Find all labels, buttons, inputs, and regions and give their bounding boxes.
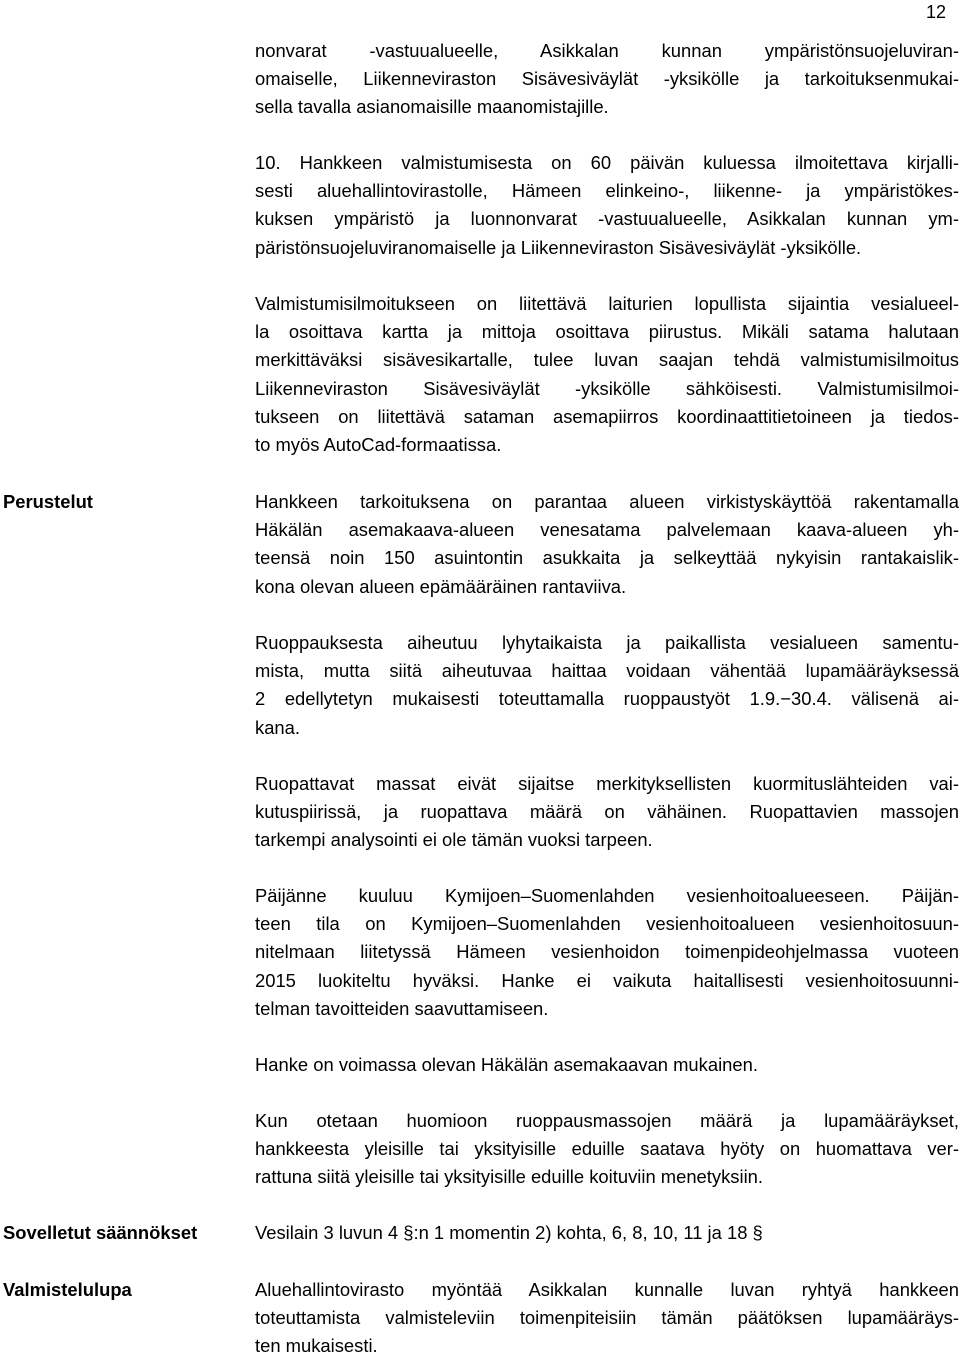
paragraph-project-purpose [255, 488, 959, 601]
text-line: tarkempi analysointi ei ole tämän vuoksi tarpeen. [255, 829, 653, 851]
text-line: rattuna siitä yleisille tai yksityisille eduille koituviin menetyksiin. [255, 1166, 763, 1188]
text-line: Valmistumisilmoitukseen on liitettävä laiturien lopullista sijaintia vesialueel- [255, 293, 959, 314]
paragraph-completion-attachments [255, 290, 959, 459]
text-line: kuksen ympäristö ja luonnonvarat -vastuualueelle, Asikkalan kunnan ym- [255, 208, 959, 230]
heading-perustelut: Perustelut [3, 491, 93, 512]
text-line: la osoittava kartta ja mittoja osoittava piirustus. Mikäli satama halutaan [255, 321, 959, 343]
text-line: kutuspiirissä, ja ruopattava määrä on vähäinen. Ruopattavien massojen [255, 801, 959, 823]
text-line: sesti aluehallintovirastolle, Hämeen elinkeino-, liikenne- ja ympäristökes- [255, 180, 959, 202]
paragraph-preparation-permit [255, 1276, 959, 1361]
text-line: telman tavoitteiden saavuttamiseen. [255, 997, 549, 1019]
paragraph-dredging-turbidity [255, 629, 959, 742]
text-line: 2 edellytetyn mukaisesti toteuttamalla ruoppaustyöt 1.9.−30.4. välisenä ai- [255, 688, 959, 710]
text-line: hankkeesta yleisille tai yksityisille eduille saatava hyöty on huomattava ver- [255, 1138, 959, 1160]
text-line: Aluehallintovirasto myöntää Asikkalan kunnalle luvan ryhtyä hankkeen [255, 1279, 959, 1300]
text-line: mista, mutta siitä aiheutuvaa haittaa voidaan vähentää lupamääräyksessä [255, 660, 959, 682]
page-number: 12 [925, 2, 946, 22]
text-line: kana. [255, 716, 300, 738]
paragraph-water-management [255, 882, 959, 1023]
text-line: sella tavalla asianomaisille maanomistajille. [255, 96, 609, 118]
text-line: nitelmaan liitetyssä Hämeen vesienhoidon toimenpideohjelmassa vuoteen [255, 941, 959, 963]
paragraph-notification-recipients [255, 37, 959, 122]
text-line: Hanke on voimassa olevan Häkälän asemakaavan mukainen. [255, 1054, 758, 1075]
text-line: Päijänne kuuluu Kymijoen–Suomenlahden vesienhoitoalueeseen. Päijän- [255, 885, 959, 906]
paragraph-applied-provisions [255, 1219, 959, 1247]
text-line: 10. Hankkeen valmistumisesta on 60 päivän kuluessa ilmoitettava kirjalli- [255, 152, 959, 173]
text-line: päristönsuojeluviranomaiselle ja Liikenneviraston Sisävesiväylät -yksikölle. [255, 236, 862, 258]
text-line: toteuttamista valmisteleviin toimenpiteisiin tämän päätöksen lupamääräys- [255, 1307, 959, 1329]
text-line: Vesilain 3 luvun 4 §:n 1 momentin 2) kohta, 6, 8, 10, 11 ja 18 § [255, 1222, 763, 1243]
text-line: teen tila on Kymijoen–Suomenlahden vesienhoitoalueen vesienhoitosuun- [255, 913, 959, 935]
text-line: Ruopattavat massat eivät sijaitse merkityksellisten kuormituslähteiden vai- [255, 773, 959, 794]
paragraph-completion-notice [255, 149, 959, 262]
paragraph-benefit-assessment [255, 1107, 959, 1192]
text-line: merkittäväksi sisävesikartalle, tulee luvan saajan tehdä valmistumisilmoitus [255, 349, 959, 371]
paragraph-zoning [255, 1051, 959, 1079]
heading-sovelletut-saannokset: Sovelletut säännökset [3, 1222, 198, 1243]
text-line: ten mukaisesti. [255, 1335, 378, 1357]
text-line: to myös AutoCad-formaatissa. [255, 434, 502, 456]
text-line: kona olevan alueen epämääräinen rantaviiva. [255, 575, 627, 597]
text-line: Hankkeen tarkoituksena on parantaa alueen virkistyskäyttöä rakentamalla [255, 491, 959, 512]
text-line: tukseen on liitettävä sataman asemapiirros koordinaattitietoineen ja tiedos- [255, 405, 959, 427]
text-line: Liikenneviraston Sisävesiväylät -yksikölle sähköisesti. Valmistumisilmoi- [255, 377, 959, 399]
text-line: Kun otetaan huomioon ruoppausmassojen määrä ja lupamääräykset, [255, 1110, 959, 1131]
text-line: 2015 luokiteltu hyväksi. Hanke ei vaikuta haitallisesti vesienhoitosuunni- [255, 969, 959, 991]
text-line: nonvarat -vastuualueelle, Asikkalan kunnan ympäristönsuojeluviran- [255, 40, 959, 61]
text-line: Ruoppauksesta aiheutuu lyhytaikaista ja paikallista vesialueen samentu- [255, 632, 959, 653]
heading-valmistelulupa: Valmistelulupa [3, 1279, 132, 1300]
text-line: teensä noin 150 asuintontin asukkaita ja selkeyttää nykyisin rantakaislik- [255, 547, 959, 569]
text-line: Häkälän asemakaava-alueen venesatama palvelemaan kaava-alueen yh- [255, 519, 959, 541]
text-line: omaiselle, Liikenneviraston Sisävesiväylät -yksikölle ja tarkoituksenmukai- [255, 68, 959, 90]
paragraph-dredged-masses [255, 770, 959, 855]
